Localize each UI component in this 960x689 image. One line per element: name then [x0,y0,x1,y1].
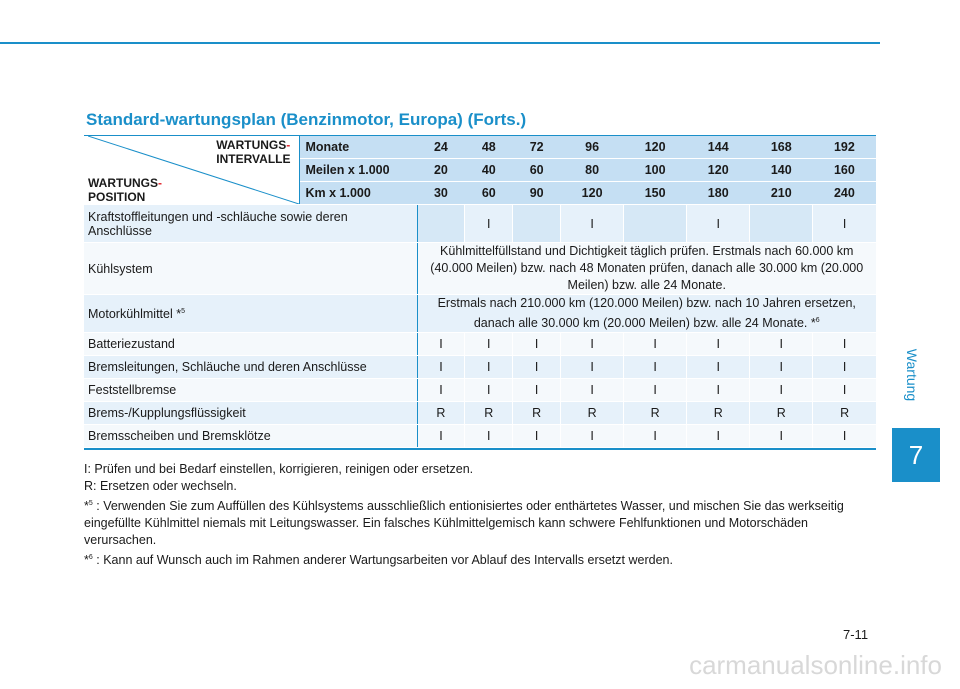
row-value: I [513,333,561,356]
note-5: *$^5$ : Verwenden Sie zum Auffüllen des Kühlsystems ausschließlich entionisiertes oder enthärtetes Wasser, und mischen Sie das werkseitig eingefüllte Kühlmittel niemals mit Leitungswasser. Ein falsches Kühlmittelgemisch kann schwere Fehlfunktionen und Motorschäden verursachen. [84,499,844,548]
note-6: *$^6$ : Kann auf Wunsch auch im Rahmen anderer Wartungsarbeiten vor Ablauf des Intervalls ersetzt werden. [84,553,673,568]
table-row [84,356,876,379]
header-value: 60 [513,159,561,182]
header-value: 150 [624,182,687,205]
row-value: I [513,379,561,402]
row-value: I [813,379,876,402]
row-value: R [513,402,561,425]
table-row [84,402,876,425]
row-value: R [417,402,465,425]
header-value: 20 [417,159,465,182]
page-title: Standard-wartungsplan (Benzinmotor, Europa) (Forts.) [86,110,527,129]
header-value: 60 [465,182,513,205]
header-value: 30 [417,182,465,205]
row-item-name: Bremsscheiben und Bremsklötze [84,425,417,448]
header-diagonal-cell [84,136,299,205]
row-value [513,205,561,243]
row-value: I [813,333,876,356]
row-value: R [750,402,813,425]
row-value: R [561,402,624,425]
row-value: R [687,402,750,425]
row-value: I [750,356,813,379]
header-value: 192 [813,136,876,159]
header-value: 168 [750,136,813,159]
top-rule [0,42,880,44]
row-item-name: Kraftstoffleitungen und -schläuche sowie deren Anschlüsse [84,205,417,243]
row-value: I [750,379,813,402]
row-item-name: Batteriezustand [84,333,417,356]
row-value: I [561,333,624,356]
row-value: I [687,333,750,356]
header-value: 180 [687,182,750,205]
note-i: I: Prüfen und bei Bedarf einstellen, korrigieren, reinigen oder ersetzen. [84,462,474,476]
row-value: I [513,425,561,448]
row-value [750,205,813,243]
table-bottom-rule [84,448,876,450]
row-value: I [465,356,513,379]
header-value: 96 [561,136,624,159]
table-row [84,243,876,295]
row-value: I [624,379,687,402]
row-value: I [561,356,624,379]
header-value: 144 [687,136,750,159]
header-value: 24 [417,136,465,159]
chapter-number: 7 [908,439,924,470]
row-value: I [465,205,513,243]
header-row [84,136,876,159]
row-value: I [417,379,465,402]
row-value: I [561,205,624,243]
table-row [84,205,876,243]
row-value: I [687,379,750,402]
watermark: carmanualsonline.info [689,650,942,680]
header-value: 120 [687,159,750,182]
maintenance-table [84,136,876,448]
row-value: I [813,205,876,243]
row-value: I [417,425,465,448]
row-value: I [561,425,624,448]
header-value: 140 [750,159,813,182]
row-item-name: Feststellbremse [84,379,417,402]
header-value: 72 [513,136,561,159]
header-value: 48 [465,136,513,159]
note-r: R: Ersetzen oder wechseln. [84,479,237,493]
side-section-label [892,320,932,430]
row-value: R [624,402,687,425]
row-span-text: Kühlmittelfüllstand und Dichtigkeit täglich prüfen. Erstmals nach 60.000 km (40.000 Meilen) bzw. nach 48 Monaten prüfen, danach alle 30.000 km (20.000 Meilen) bzw. alle 24 Monate. [417,243,876,295]
header-value: 90 [513,182,561,205]
row-item-name: Kühlsystem [84,243,417,295]
header-value: 120 [561,182,624,205]
row-value: I [750,333,813,356]
row-value: I [465,333,513,356]
table-top-rule [84,135,876,136]
row-value: R [813,402,876,425]
header-value: 80 [561,159,624,182]
legend-notes [84,461,874,569]
header-row-label: Meilen x 1.000 [299,159,417,182]
row-value: I [624,425,687,448]
row-value: I [624,333,687,356]
header-row-label: Monate [299,136,417,159]
row-value: I [687,205,750,243]
row-item-name: Bremsleitungen, Schläuche und deren Anschlüsse [84,356,417,379]
table-row [84,295,876,333]
position-label: WARTUNGS- POSITION [88,176,162,204]
header-value: 160 [813,159,876,182]
row-value [624,205,687,243]
table-row [84,425,876,448]
header-value: 210 [750,182,813,205]
header-value: 240 [813,182,876,205]
row-value [417,205,465,243]
row-value: I [687,425,750,448]
table-row [84,333,876,356]
row-value: I [417,333,465,356]
row-value: I [624,356,687,379]
table-row [84,379,876,402]
row-value: I [561,379,624,402]
header-value: 40 [465,159,513,182]
row-value: I [465,425,513,448]
row-value: I [465,379,513,402]
header-value: 120 [624,136,687,159]
side-section-label-text: Wartung [904,348,920,402]
row-item-name: Brems-/Kupplungsflüssigkeit [84,402,417,425]
row-value: I [687,356,750,379]
row-span-text: Erstmals nach 210.000 km (120.000 Meilen) bzw. nach 10 Jahren ersetzen, danach alle 30.000 km (20.000 Meilen) bzw. alle 24 Monate. *$^6$ [417,295,876,333]
row-value: I [513,356,561,379]
row-item-name: Motorkühlmittel *$^5$ [84,295,417,333]
chapter-number-box [892,428,940,482]
page-number: 7-11 [843,627,869,642]
row-value: I [417,356,465,379]
header-row-label: Km x 1.000 [299,182,417,205]
header-value: 100 [624,159,687,182]
interval-label: WARTUNGS- INTERVALLE [216,138,291,166]
row-value: I [813,425,876,448]
row-value: I [813,356,876,379]
row-value: I [750,425,813,448]
row-value: R [465,402,513,425]
